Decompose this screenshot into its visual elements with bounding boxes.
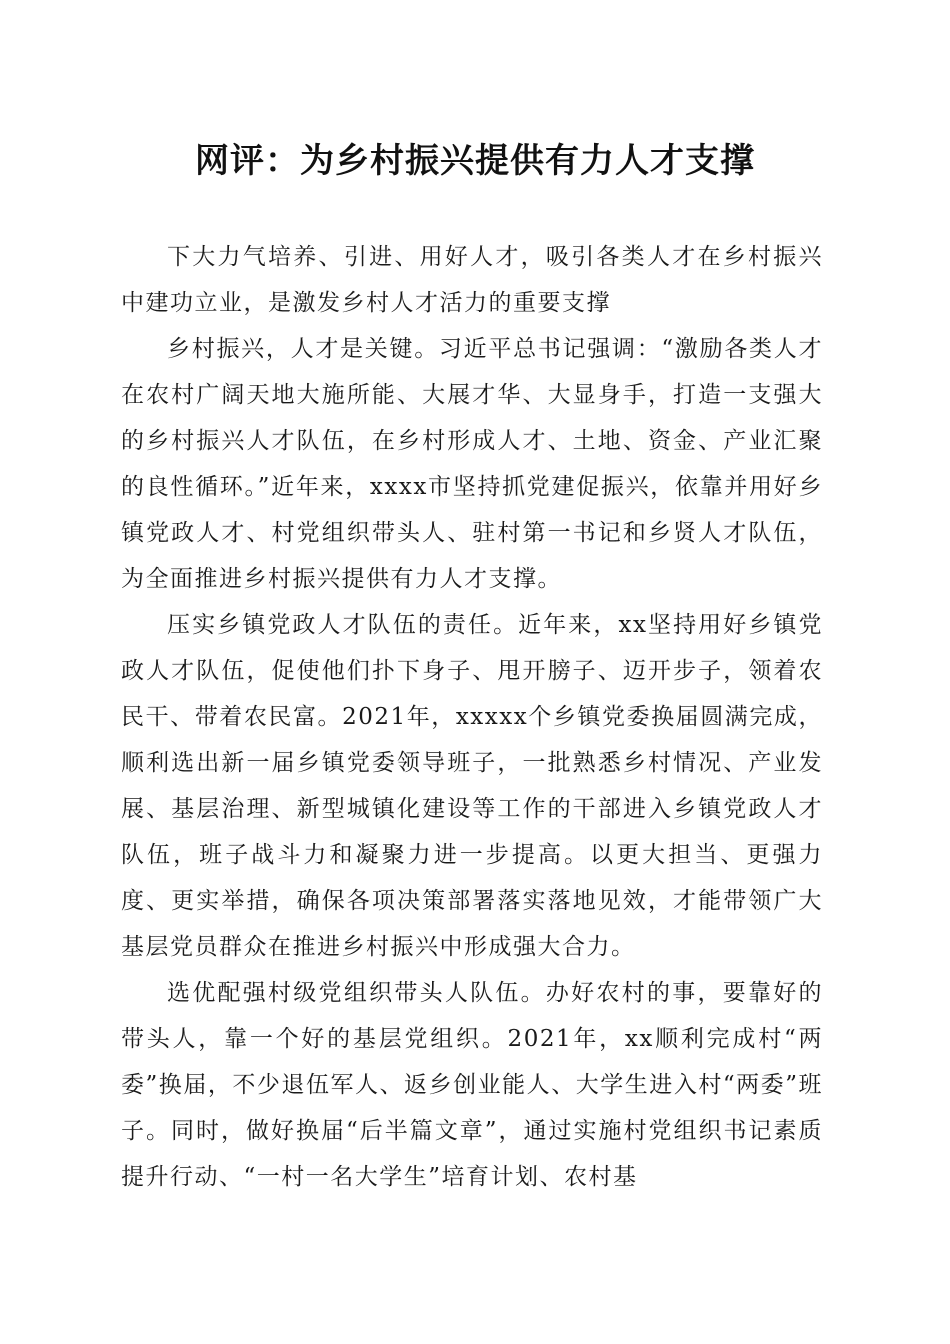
paragraph-village-leaders: 选优配强村级党组织带头人队伍。办好农村的事，要靠好的带头人，靠一个好的基层党组织。2021年，xx顺利完成村“两委”换届，不少退伍军人、返乡创业能人、大学生进入村“两委”班子。同时，做好换届“后半篇文章”，通过实施村党组织书记素质提升行动、“一村一名大学生”培育计划、农村基 xyxy=(121,980,823,1190)
paragraph-rural-talent: 乡村振兴，人才是关键。习近平总书记强调：“激励各类人才在农村广阔天地大施所能、大展才华、大显身手，打造一支强大的乡村振兴人才队伍，在乡村形成人才、土地、资金、产业汇聚的良性循环。”近年来，xxxx市坚持抓党建促振兴，依靠并用好乡镇党政人才、村党组织带头人、驻村第一书记和乡贤人才队伍，为全面推进乡村振兴提供有力人才支撑。 xyxy=(121,336,823,592)
page-title: 网评：为乡村振兴提供有力人才支撑 xyxy=(195,141,755,181)
paragraph-intro: 下大力气培养、引进、用好人才，吸引各类人才在乡村振兴中建功立业，是激发乡村人才活力的重要支撑 xyxy=(121,244,823,316)
paragraph-township-cadres: 压实乡镇党政人才队伍的责任。近年来，xx坚持用好乡镇党政人才队伍，促使他们扑下身子、甩开膀子、迈开步子，领着农民干、带着农民富。2021年，xxxxx个乡镇党委换届圆满完成，顺利选出新一届乡镇党委领导班子，一批熟悉乡村情况、产业发展、基层治理、新型城镇化建设等工作的干部进入乡镇党政人才队伍，班子战斗力和凝聚力进一步提高。以更大担当、更强力度、更实举措，确保各项决策部署落实落地见效，才能带领广大基层党员群众在推进乡村振兴中形成强大合力。 xyxy=(121,612,823,960)
article-body xyxy=(121,234,823,1200)
